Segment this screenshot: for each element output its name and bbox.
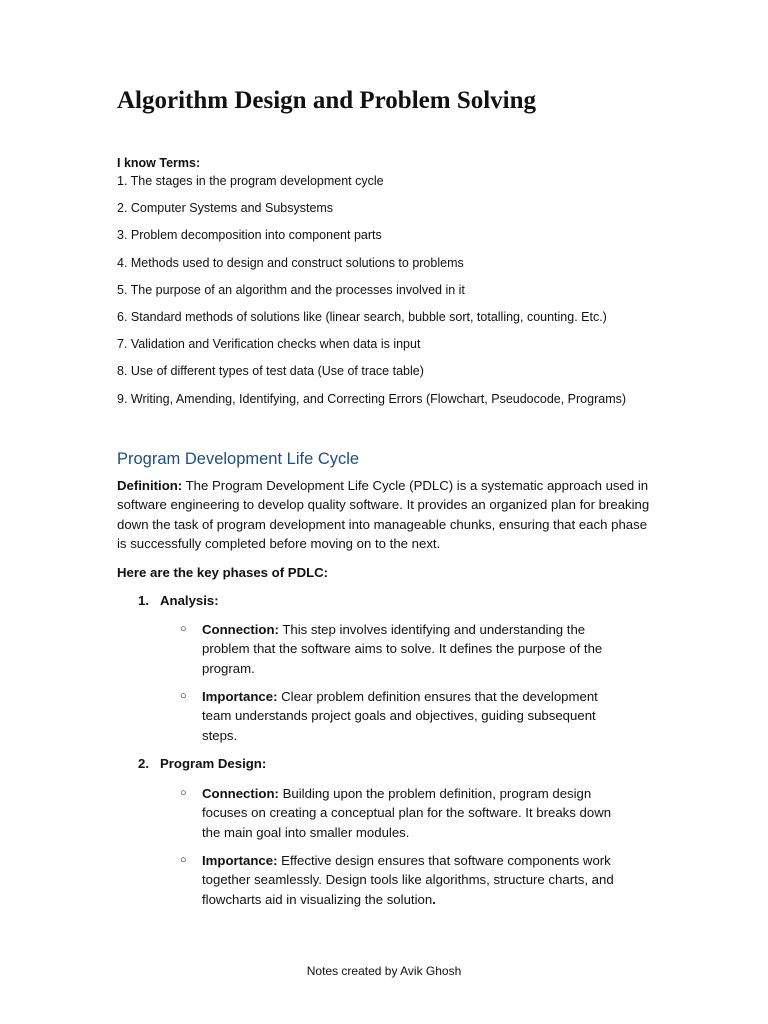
- list-item: 5. The purpose of an algorithm and the processes involved in it: [117, 282, 465, 297]
- phase-bullet: [180, 687, 640, 745]
- phases-intro: Here are the key phases of PDLC:: [117, 565, 329, 580]
- terms-heading: I know Terms:: [117, 156, 201, 170]
- phase-bullet: [180, 784, 640, 842]
- definition-label: Definition:: [117, 478, 183, 493]
- list-item: 7. Validation and Verification checks when data is input: [117, 337, 421, 352]
- list-item: 1. The stages in the program development cycle: [117, 174, 384, 188]
- page-footer: Notes created by Avik Ghosh: [306, 964, 462, 978]
- phase-bullet: [180, 620, 640, 678]
- bullet-marker-icon: ○: [180, 690, 187, 702]
- list-item: 8. Use of different types of test data (Use of trace table): [117, 364, 424, 379]
- phase-number: 1.: [138, 593, 149, 608]
- phase-heading: [138, 591, 219, 610]
- phase-title: Analysis:: [160, 593, 219, 608]
- terms-block: [117, 154, 677, 417]
- phase-number: 2.: [138, 756, 149, 771]
- definition-text: The Program Development Life Cycle (PDLC) is a systematic approach used in software engineering to develop quality software. It provides an organized plan for breaking down the task of program development into manageable chunks, ensuring that each phase is successfully completed before moving on to the next.: [117, 478, 650, 551]
- bullet-tail: .: [432, 891, 436, 907]
- bullet-text: [202, 620, 630, 678]
- definition-paragraph: [117, 476, 657, 553]
- list-item: 9. Writing, Amending, Identifying, and Correcting Errors (Flowchart, Pseudocode, Programs): [117, 391, 627, 406]
- list-item: 3. Problem decomposition into component parts: [117, 228, 382, 243]
- bullet-label: Importance:: [202, 689, 278, 704]
- bullet-body: Clear problem definition ensures that the development team understands project goals and objectives, guiding subsequent steps.: [202, 689, 598, 743]
- section-heading: Program Development Life Cycle: [117, 450, 360, 468]
- phase-heading: [138, 754, 266, 773]
- bullet-label: Importance:: [202, 853, 278, 868]
- terms-list: [117, 172, 677, 408]
- bullet-marker-icon: ○: [180, 787, 187, 799]
- list-item: 6. Standard methods of solutions like (linear search, bubble sort, totalling, counting. Etc.): [117, 309, 607, 324]
- bullet-body: Building upon the problem definition, program design focuses on creating a conceptual plan for the software. It breaks down the main goal into smaller modules.: [202, 786, 612, 840]
- list-item: 4. Methods used to design and construct solutions to problems: [117, 255, 464, 270]
- list-item: 2. Computer Systems and Subsystems: [117, 201, 334, 216]
- bullet-label: Connection:: [202, 622, 279, 637]
- page-title: Algorithm Design and Problem Solving: [117, 87, 537, 114]
- bullet-text: [202, 784, 630, 842]
- bullet-label: Connection:: [202, 786, 279, 801]
- phase-bullet: [180, 851, 640, 909]
- bullet-text: [202, 687, 630, 745]
- bullet-body: Effective design ensures that software components work together seamlessly. Design tools like algorithms, structure charts, and flowcharts aid in visualizing the solution: [202, 853, 614, 907]
- bullet-text: [202, 851, 630, 909]
- bullet-marker-icon: ○: [180, 623, 187, 635]
- bullet-body: This step involves identifying and understanding the problem that the software aims to solve. It defines the purpose of the program.: [202, 622, 603, 676]
- bullet-marker-icon: ○: [180, 854, 187, 866]
- phase-title: Program Design:: [160, 756, 267, 771]
